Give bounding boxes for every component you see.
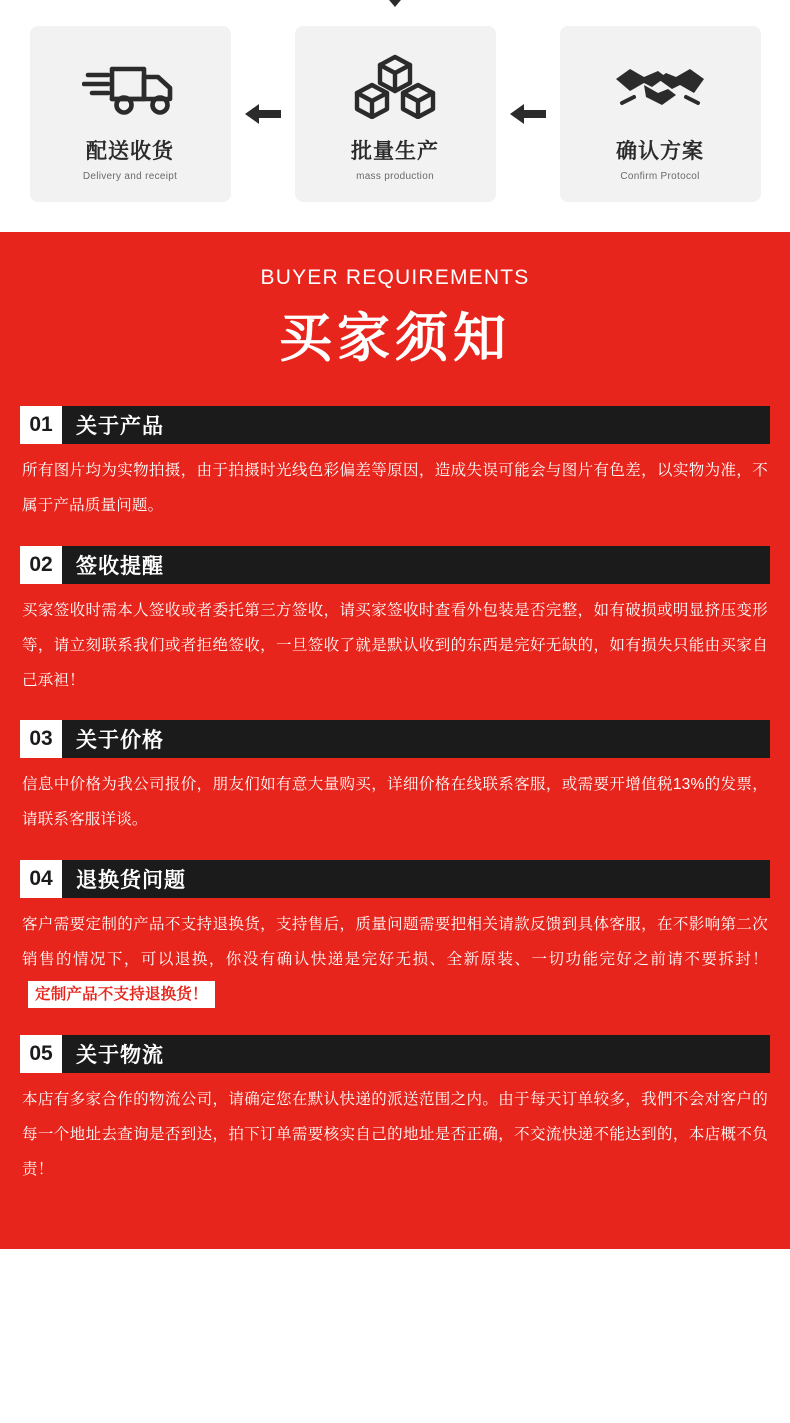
requirement-number: 01 — [20, 406, 62, 444]
arrow-down-icon — [384, 0, 406, 7]
requirement-item — [20, 860, 770, 1027]
requirement-body: 客户需要定制的产品不支持退换货，支持售后，质量问题需要把相关请款反馈到具体客服，在不影响第二次销售的情况下，可以退换，你没有确认快递是完好无损、全新原装、一切功能完好之前请不要拆封！ — [22, 916, 768, 968]
process-steps-row — [0, 0, 790, 202]
requirement-header — [20, 720, 770, 758]
buyer-requirements-section — [0, 232, 790, 1249]
process-step-delivery — [30, 26, 231, 202]
boxes-icon — [352, 46, 438, 126]
requirement-item — [20, 720, 770, 852]
requirement-item — [20, 546, 770, 713]
requirement-body: 买家签收时需本人签收或者委托第三方签收，请买家签收时查看外包装是否完整，如有破损或明显挤压变形等，请立刻联系我们或者拒绝签收，一旦签收了就是默认收到的东西是完好无缺的，如有损失只能由买家自己承袒！ — [22, 601, 768, 689]
requirement-body: 信息中价格为我公司报价，朋友们如有意大量购买，详细价格在线联系客服，或需要开增值税13%的发票，请联系客服详谈。 — [22, 776, 768, 829]
requirement-body: 所有图片均为实物拍摄，由于拍摄时光线色彩偏差等原因，造成失误可能会与图片有色差，以实物为准，不属于产品质量问题。 — [22, 462, 768, 514]
requirement-header — [20, 406, 770, 444]
requirement-highlight-badge: 定制产品不支持退换货！ — [28, 981, 215, 1008]
process-step-confirm — [560, 26, 761, 202]
requirement-header — [20, 546, 770, 584]
process-step-label-en: Delivery and receipt — [82, 170, 178, 182]
requirement-number: 03 — [20, 720, 62, 758]
process-step-label-cn: 配送收货 — [86, 140, 174, 164]
requirement-title: 关于价格 — [76, 729, 164, 753]
requirement-item — [20, 1035, 770, 1202]
process-section — [0, 0, 790, 232]
requirement-title: 关于物流 — [76, 1043, 164, 1067]
process-step-label-cn: 批量生产 — [351, 140, 439, 164]
process-step-label-cn: 确认方案 — [616, 140, 704, 164]
requirement-number: 02 — [20, 546, 62, 584]
process-step-production — [295, 26, 496, 202]
requirement-body: 本店有多家合作的物流公司，请确定您在默认快递的派送范围之内。由于每天订单较多，我們不会对客户的每一个地址去查询是否到达，拍下订单需要核实自己的地址是否正确，不交流快递不能达到的，本店概不负责！ — [22, 1090, 768, 1178]
handshake-icon — [614, 46, 706, 126]
requirement-body-wrap — [20, 898, 770, 1027]
requirement-header — [20, 860, 770, 898]
requirement-item — [20, 406, 770, 538]
process-step-label-en: Confirm Protocol — [620, 170, 700, 182]
section-title-cn: 买家须知 — [279, 309, 511, 368]
requirement-title: 关于产品 — [76, 415, 164, 438]
requirement-number: 04 — [20, 860, 62, 898]
requirement-header — [20, 1035, 770, 1073]
requirement-number: 05 — [20, 1035, 62, 1073]
delivery-truck-icon — [82, 46, 178, 126]
requirement-title: 退换货问题 — [76, 869, 186, 893]
process-step-label-en: mass production — [356, 170, 434, 182]
requirement-title: 签收提醒 — [76, 554, 164, 578]
section-subtitle-en: BUYER REQUIREMENTS — [260, 266, 530, 289]
arrow-left-icon — [496, 101, 560, 127]
arrow-left-icon — [231, 101, 295, 127]
